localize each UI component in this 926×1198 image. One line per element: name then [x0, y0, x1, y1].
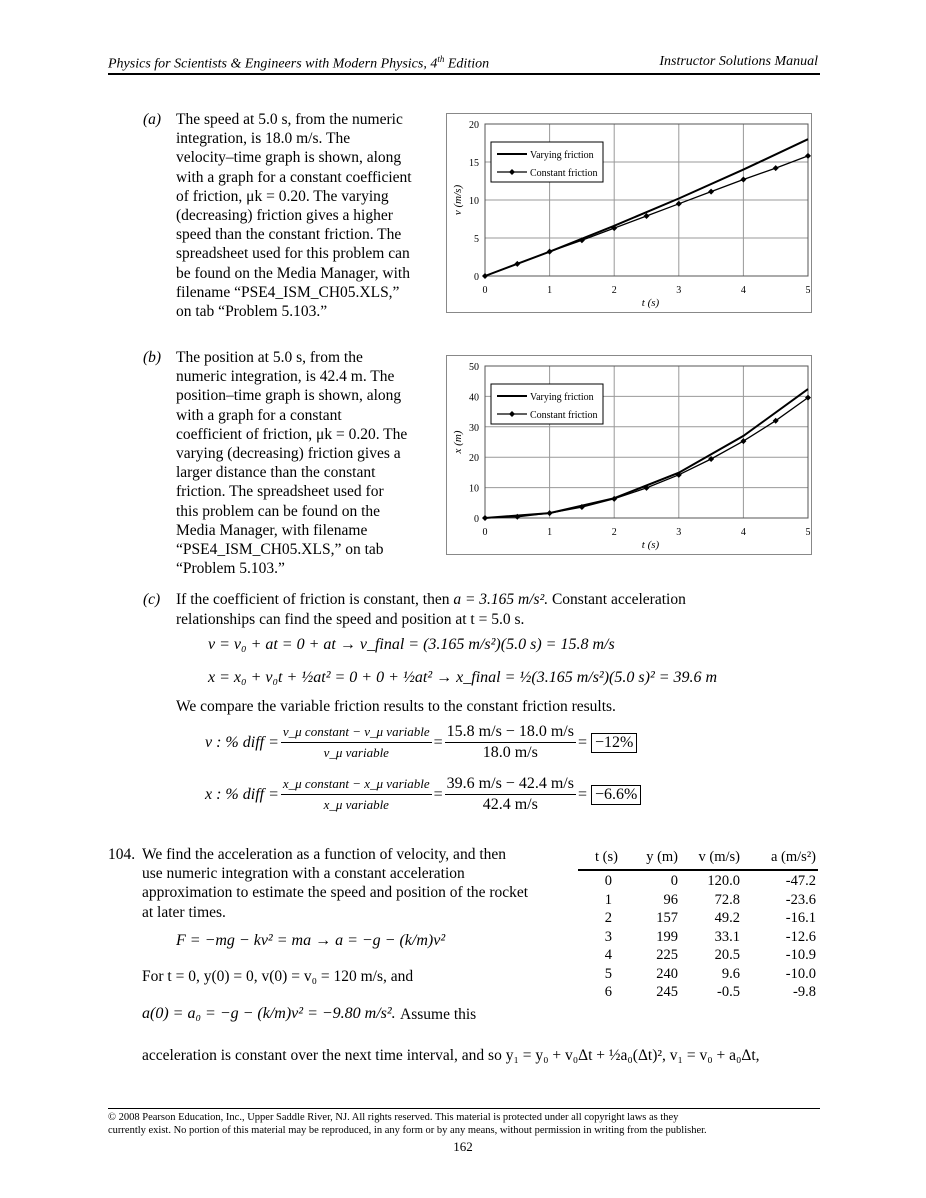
table-cell: 120.0 — [707, 873, 740, 889]
y-tick-label: 20 — [469, 120, 479, 131]
text-line: Media Manager, with filename — [176, 521, 368, 539]
data-point-marker — [740, 176, 746, 182]
x-tick-label: 2 — [611, 285, 617, 296]
comparison-sentence: We compare the variable friction results to the constant friction results. — [176, 698, 616, 715]
data-point-marker — [482, 273, 488, 279]
table-cell: 199 — [656, 928, 678, 945]
legend-entry: Varying friction — [530, 150, 594, 161]
y-axis-label: x (m) — [452, 430, 464, 454]
text-line: “PSE4_ISM_CH05.XLS,” on tab — [176, 541, 384, 559]
x-axis-label: t (s) — [641, 297, 660, 309]
velocity-result: −12% — [591, 733, 637, 753]
running-header-manual: Instructor Solutions Manual — [659, 54, 818, 69]
part-c-line2: relationships can find the speed and position at t = 5.0 s. — [176, 611, 525, 628]
legend-entry: Constant friction — [530, 168, 598, 179]
part-a-label: (a) — [143, 111, 162, 128]
table-cell: 4 — [604, 947, 612, 963]
part-b-text — [176, 348, 407, 578]
x-tick-label: 3 — [676, 527, 682, 538]
data-point-marker — [547, 510, 553, 516]
position-time-chart-svg — [447, 356, 811, 554]
text-line: use numeric integration with a constant acceleration — [142, 865, 465, 883]
equation-position: x = x₀ + v₀t + ½at² = 0 + 0 + ½at² → x_final = ½(3.165 m/s²)(5.0 s)² = 39.6 m — [208, 669, 718, 686]
text-line: speed than the constant friction. The — [176, 226, 402, 244]
rocket-data-table — [578, 849, 818, 999]
text-line: The speed at 5.0 s, from the numeric — [176, 111, 403, 128]
problem-number: 104. — [108, 846, 136, 863]
x-tick-label: 5 — [805, 527, 811, 538]
table-cell: -47.2 — [785, 873, 816, 889]
table-header: a (m/s²) — [770, 849, 816, 865]
equation-initial-accel: a(0) = a₀ = −g − (k/m)v² = −9.80 m/s². — [142, 1005, 396, 1022]
assume-text: Assume this — [400, 1006, 477, 1023]
text-line: this problem can be found on the — [176, 502, 381, 520]
text-line: at later times. — [142, 903, 226, 921]
table-cell: 20.5 — [714, 947, 740, 963]
x-tick-label: 4 — [740, 527, 746, 538]
constant-acceleration: a = 3.165 m/s². — [453, 591, 549, 608]
data-point-marker — [773, 165, 779, 171]
table-header: y (m) — [646, 849, 678, 865]
text-line: with a graph for a constant — [176, 406, 342, 424]
table-cell: 72.8 — [714, 891, 740, 908]
table-header: v (m/s) — [698, 849, 740, 865]
x-tick-label: 3 — [676, 285, 682, 296]
text-line: coefficient of friction, μk = 0.20. The — [176, 425, 408, 443]
x-tick-label: 1 — [547, 527, 553, 538]
table-cell: -0.5 — [717, 984, 740, 1000]
position-percent-diff: x : % diff = $\frac{\text{x\_μ constant − x\_μ variable}}{\text{x\_μ variable}}$ = $\frac{39.6 m/s - 42.4 m/s}{42.4 m/s}$ = −6.6% — [205, 774, 641, 815]
text-line: “Problem 5.103.” — [176, 560, 285, 578]
x-tick-label: 0 — [482, 527, 488, 538]
table-cell: -16.1 — [785, 910, 816, 926]
text-line: velocity–time graph is shown, along — [176, 149, 402, 167]
initial-conditions: For t = 0, y(0) = 0, v(0) = v₀ = 120 m/s, and — [142, 968, 414, 985]
table-cell: 240 — [656, 965, 678, 982]
table-cell: -10.9 — [785, 947, 816, 963]
legend-entry: Varying friction — [530, 392, 594, 403]
text-line: The position at 5.0 s, from the — [176, 349, 363, 366]
data-point-marker — [547, 249, 553, 255]
table-cell: -10.0 — [785, 965, 816, 982]
y-tick-label: 15 — [469, 158, 479, 169]
part-c-label: (c) — [143, 591, 161, 608]
table-cell: 6 — [604, 984, 612, 1000]
equation-velocity: v = v₀ + at = 0 + at → v_final = (3.165 m/s²)(5.0 s) = 15.8 m/s — [208, 636, 615, 653]
y-tick-label: 0 — [474, 272, 479, 283]
final-equation-line: acceleration is constant over the next time interval, and so y₁ = y₀ + v₀Δt + ½a₀(Δt)², v₁ = v₀ + a₀Δt, — [142, 1047, 760, 1064]
text-line: larger distance than the constant — [176, 464, 376, 482]
table-cell: 2 — [604, 910, 612, 926]
text-line: spreadsheet used for this problem can — [176, 245, 410, 263]
data-point-marker — [676, 201, 682, 207]
table-cell: -23.6 — [785, 891, 816, 908]
y-tick-label: 0 — [474, 514, 479, 525]
text-line: on tab “Problem 5.103.” — [176, 303, 328, 321]
table-cell: 33.1 — [714, 928, 740, 945]
data-point-marker — [740, 438, 746, 444]
text-line: varying (decreasing) friction gives a — [176, 445, 401, 463]
y-tick-label: 50 — [469, 362, 479, 373]
velocity-time-chart — [446, 113, 812, 313]
text-line: approximation to estimate the speed and position of the rocket — [142, 884, 529, 902]
position-time-chart — [446, 355, 812, 555]
y-tick-label: 20 — [469, 453, 479, 465]
text-line: filename “PSE4_ISM_CH05.XLS,” — [176, 283, 400, 301]
table-cell: 157 — [656, 910, 678, 926]
text-line: with a graph for a constant coefficient — [176, 168, 412, 186]
text-line: numeric integration, is 42.4 m. The — [176, 368, 395, 386]
x-tick-label: 4 — [740, 285, 746, 296]
y-axis-label: v (m/s) — [452, 184, 464, 216]
text-line: friction. The spreadsheet used for — [176, 483, 384, 501]
table-cell: 1 — [604, 891, 612, 908]
copyright-line-1: © 2008 Pearson Education, Inc., Upper Saddle River, NJ. All rights reserved. This material is protected under all copyright laws as they — [108, 1112, 679, 1123]
y-tick-label: 10 — [469, 483, 479, 495]
x-tick-label: 5 — [805, 285, 811, 296]
y-tick-label: 10 — [469, 196, 479, 207]
text-line: position–time graph is shown, along — [176, 387, 402, 405]
header-rule — [108, 73, 820, 75]
table-cell: 0 — [604, 873, 612, 889]
running-header-title: Physics for Scientists & Engineers with Modern Physics, 4th Edition — [108, 54, 490, 72]
velocity-time-chart-svg — [447, 114, 811, 312]
table-cell: 49.2 — [714, 910, 740, 926]
part-a-text — [176, 110, 412, 321]
y-tick-label: 40 — [469, 392, 479, 404]
x-tick-label: 1 — [547, 285, 553, 296]
text-line: of friction, μk = 0.20. The varying — [176, 187, 389, 205]
equation-force: F = −mg − kv² = ma → a = −g − (k/m)v² — [176, 932, 446, 949]
y-tick-label: 30 — [469, 422, 479, 434]
text-line: integration, is 18.0 m/s. The — [176, 130, 351, 148]
table-cell: 245 — [656, 984, 678, 1000]
data-point-marker — [482, 515, 488, 521]
data-point-marker — [514, 261, 520, 267]
footer-rule — [108, 1108, 820, 1109]
x-tick-label: 2 — [611, 527, 617, 538]
text-line: (decreasing) friction gives a higher — [176, 207, 393, 225]
velocity-percent-diff: v : % diff = $\frac{\text{v\_μ constant − v\_μ variable}}{\text{v\_μ variable}}$ = $\frac{15.8 m/s - 18.0 m/s}{18.0 m/s}$ = −12% — [205, 722, 637, 763]
legend-entry: Constant friction — [530, 410, 598, 421]
text-line: We find the acceleration as a function of velocity, and then — [142, 846, 507, 863]
table-header: t (s) — [595, 849, 618, 865]
table-cell: 9.6 — [721, 965, 740, 982]
x-tick-label: 0 — [482, 285, 488, 296]
table-cell: 225 — [656, 947, 678, 963]
data-point-marker — [805, 153, 811, 159]
page-number: 162 — [453, 1139, 473, 1154]
position-result: −6.6% — [591, 785, 641, 805]
part-b-label: (b) — [143, 349, 162, 366]
problem-104-text — [142, 845, 528, 922]
table-cell: -9.8 — [793, 984, 816, 1000]
y-tick-label: 5 — [474, 234, 479, 245]
x-axis-label: t (s) — [641, 539, 660, 551]
copyright-line-2: currently exist. No portion of this material may be reproduced, in any form or by any means, without permission in writing from the publisher. — [108, 1125, 707, 1136]
table-cell: 0 — [670, 873, 678, 889]
table-cell: 96 — [663, 891, 678, 908]
table-header-rule — [578, 869, 818, 871]
table-cell: -12.6 — [785, 928, 816, 945]
table-cell: 5 — [604, 965, 612, 982]
text-line: be found on the Media Manager, with — [176, 264, 410, 282]
part-c-intro: If the coefficient of friction is constant, then a = 3.165 m/s². Constant acceleration — [176, 591, 686, 608]
table-cell: 3 — [604, 928, 612, 945]
data-point-marker — [708, 189, 714, 195]
